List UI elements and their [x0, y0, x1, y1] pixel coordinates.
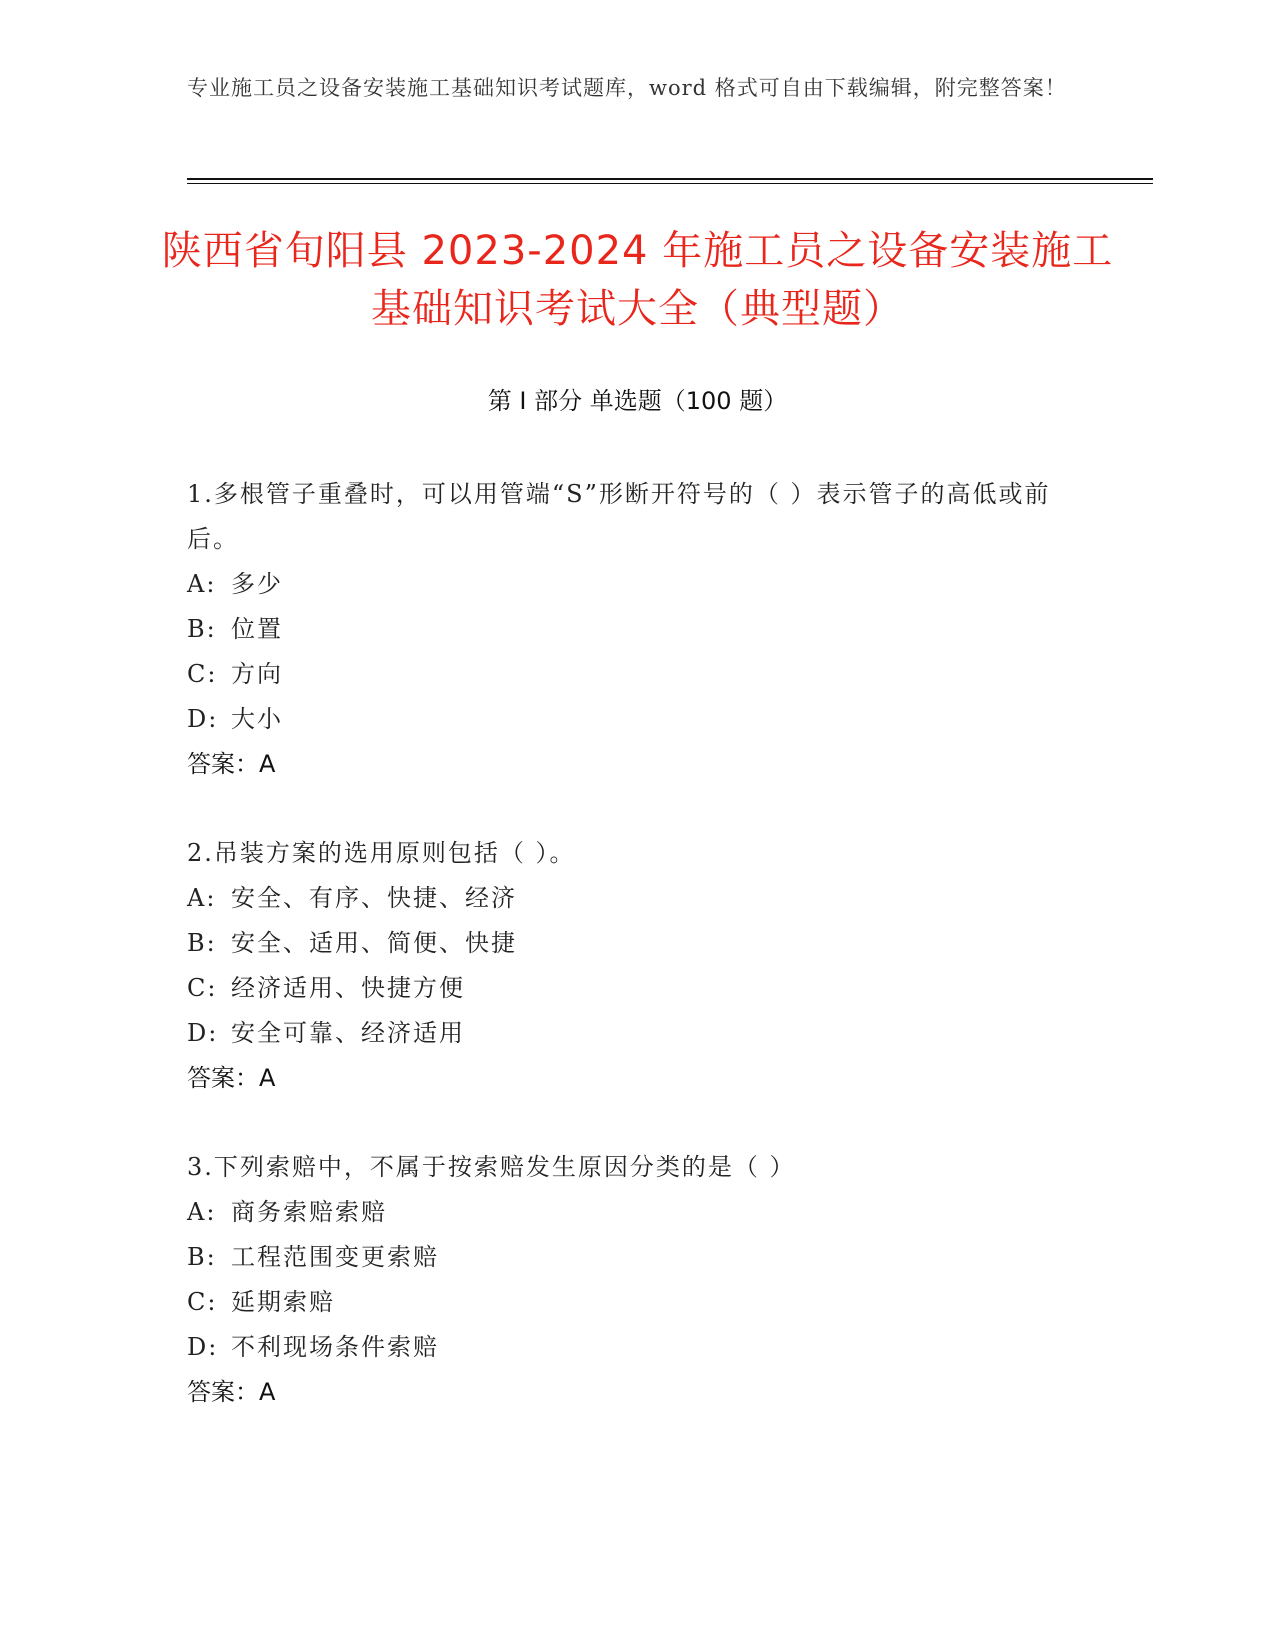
option-text: 位置 — [231, 615, 283, 643]
option-key: A: — [187, 884, 217, 912]
option-key: D: — [187, 1333, 219, 1361]
option-key: B: — [187, 1243, 217, 1271]
option-text: 安全、适用、简便、快捷 — [231, 929, 517, 957]
option-d — [187, 1011, 1087, 1056]
question-2 — [187, 831, 1087, 1101]
option-c — [187, 652, 1087, 697]
header-note: 专业施工员之设备安装施工基础知识考试题库，word 格式可自由下载编辑，附完整答案！ — [187, 76, 1067, 100]
option-text: 商务索赔索赔 — [231, 1198, 387, 1226]
answer-line: 答案：A — [187, 1378, 276, 1406]
option-text: 大小 — [231, 705, 283, 733]
answer-line: 答案：A — [187, 1064, 276, 1092]
option-key: B: — [187, 615, 217, 643]
option-key: B: — [187, 929, 217, 957]
option-a — [187, 876, 1087, 921]
option-d — [187, 697, 1087, 742]
answer-line: 答案：A — [187, 750, 276, 778]
option-key: C: — [187, 974, 218, 1002]
option-key: C: — [187, 660, 218, 688]
option-key: A: — [187, 570, 217, 598]
question-1 — [187, 472, 1087, 787]
option-text: 多少 — [231, 570, 283, 598]
header-divider-thin — [187, 183, 1153, 184]
option-c — [187, 1280, 1087, 1325]
option-key: D: — [187, 705, 219, 733]
option-key: A: — [187, 1198, 217, 1226]
option-c — [187, 966, 1087, 1011]
option-key: C: — [187, 1288, 218, 1316]
question-list — [187, 472, 1087, 1459]
option-text: 工程范围变更索赔 — [231, 1243, 439, 1271]
question-stem: 3.下列索赔中，不属于按索赔发生原因分类的是（ ） — [187, 1153, 796, 1181]
option-a — [187, 562, 1087, 607]
option-key: D: — [187, 1019, 219, 1047]
option-text: 安全、有序、快捷、经济 — [231, 884, 517, 912]
option-text: 安全可靠、经济适用 — [231, 1019, 465, 1047]
option-b — [187, 607, 1087, 652]
question-3 — [187, 1145, 1087, 1415]
option-text: 方向 — [231, 660, 283, 688]
question-stem: 2.吊装方案的选用原则包括（ ）。 — [187, 839, 576, 867]
header-divider-thick — [187, 178, 1153, 180]
document-title: 陕西省旬阳县 2023-2024 年施工员之设备安装施工基础知识考试大全（典型题） — [161, 228, 1114, 332]
option-b — [187, 921, 1087, 966]
question-stem: 1.多根管子重叠时，可以用管端“S”形断开符号的（ ）表示管子的高低或前后。 — [187, 480, 1051, 553]
option-b — [187, 1235, 1087, 1280]
option-text: 经济适用、快捷方便 — [231, 974, 465, 1002]
option-d — [187, 1325, 1087, 1370]
option-a — [187, 1190, 1087, 1235]
section-heading: 第 I 部分 单选题（100 题） — [487, 387, 788, 415]
option-text: 不利现场条件索赔 — [231, 1333, 439, 1361]
option-text: 延期索赔 — [231, 1288, 335, 1316]
